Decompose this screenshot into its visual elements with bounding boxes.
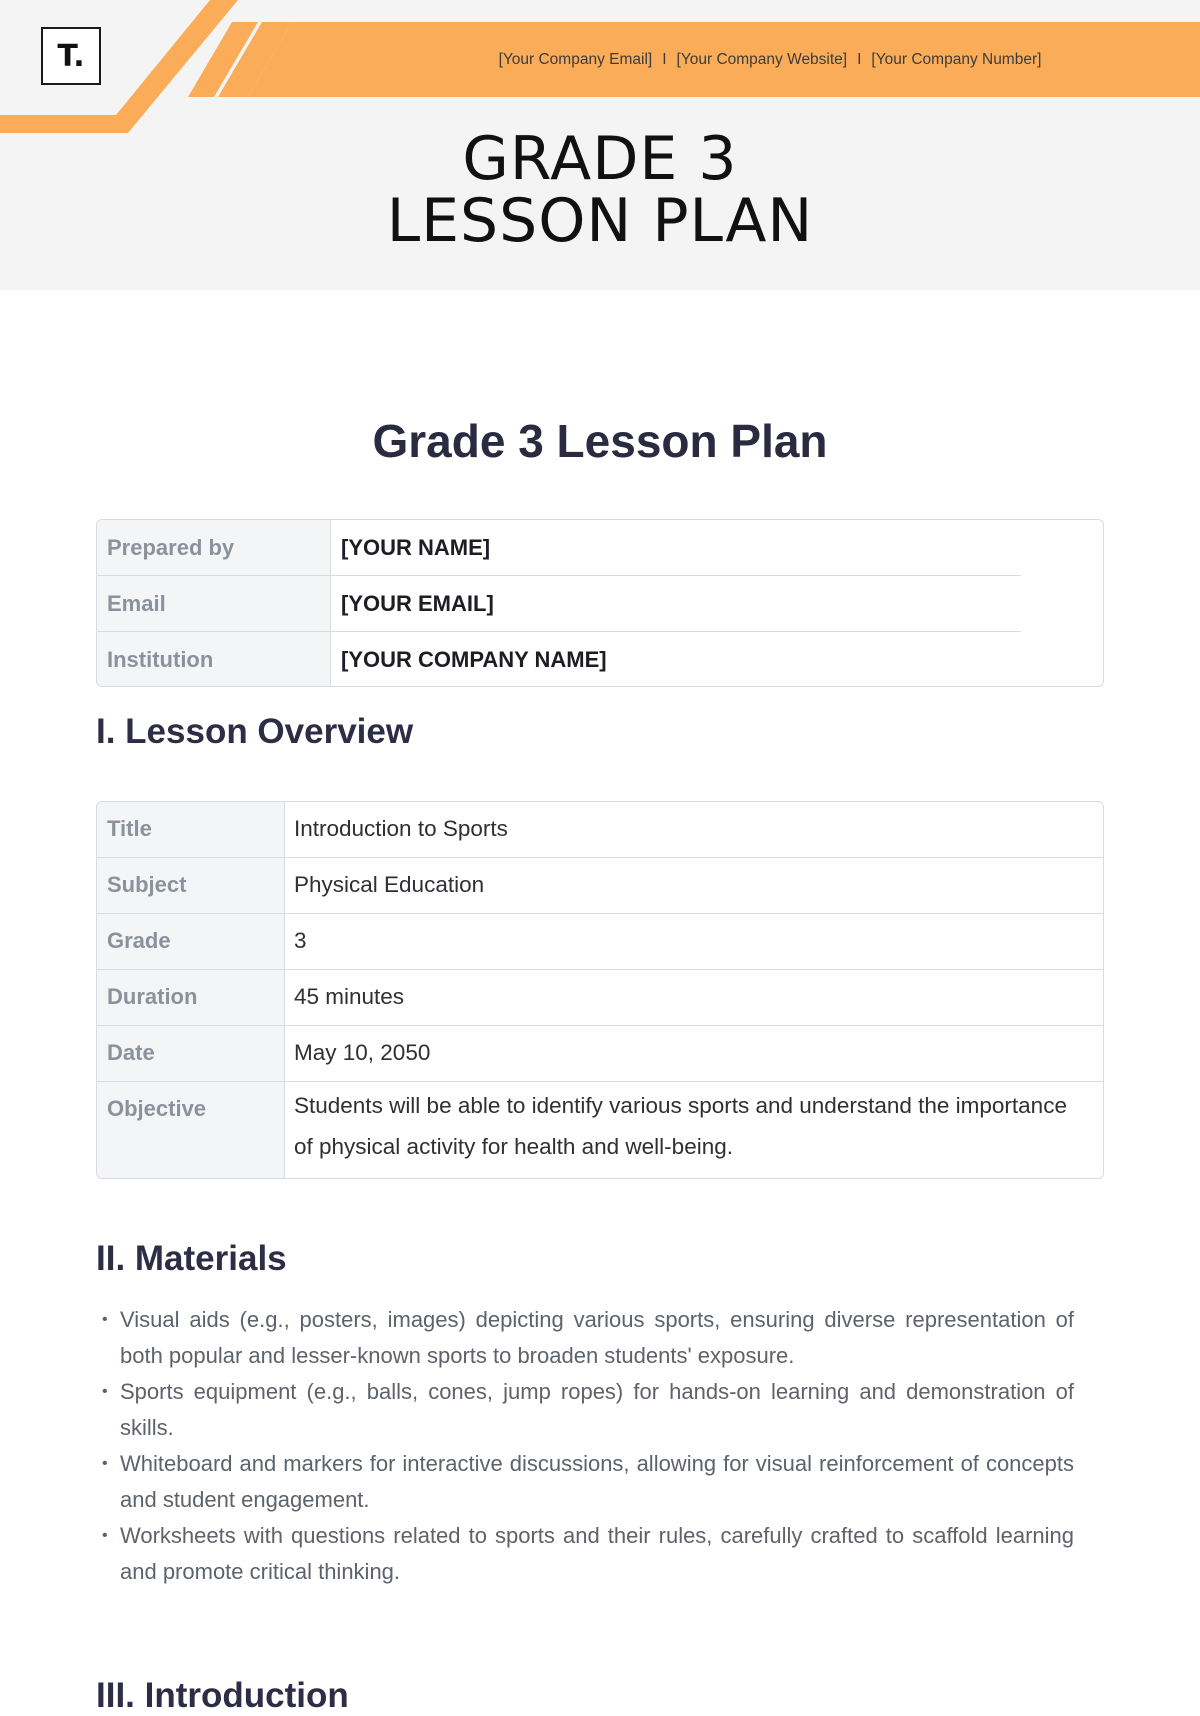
stripe-3 [0, 0, 238, 133]
document-title [0, 124, 1200, 256]
logo-text: T. [57, 38, 85, 74]
contact-separator: I [857, 51, 862, 68]
document-header [0, 0, 1200, 290]
row-label: Date [97, 1026, 285, 1081]
row-value: 3 [294, 928, 307, 953]
company-email: [Your Company Email] [498, 51, 653, 68]
bullet-icon: • [102, 1311, 108, 1328]
table-row [97, 858, 1103, 914]
section-heading-overview: I. Lesson Overview [96, 712, 414, 751]
table-row [97, 520, 1103, 576]
table-row [97, 632, 1103, 687]
list-item-text: Worksheets with questions related to sports and their rules, carefully crafted to scaffold learning and promote critical thinking. [120, 1523, 1074, 1584]
row-label: Objective [97, 1082, 285, 1179]
row-value: [YOUR EMAIL] [331, 576, 1021, 632]
materials-list [100, 1302, 1074, 1590]
contact-separator: I [662, 51, 667, 68]
bullet-icon: • [102, 1455, 108, 1472]
row-label: Duration [97, 970, 285, 1025]
bullet-icon: • [102, 1527, 108, 1544]
row-value: 45 minutes [294, 984, 405, 1009]
list-item-text: Whiteboard and markers for interactive discussions, allowing for visual reinforcement of concepts and student engagement. [120, 1451, 1074, 1512]
list-item [100, 1302, 1074, 1374]
row-value: [YOUR COMPANY NAME] [341, 647, 607, 672]
title-line-1: GRADE 3 [462, 124, 738, 194]
list-item-text: Sports equipment (e.g., balls, cones, jump ropes) for hands-on learning and demonstration of skills. [120, 1379, 1074, 1440]
table-row [97, 802, 1103, 858]
company-website: [Your Company Website] [676, 51, 848, 68]
list-item [100, 1446, 1074, 1518]
row-label: Grade [97, 914, 285, 969]
page-title: Grade 3 Lesson Plan [372, 415, 828, 467]
row-label: Institution [97, 632, 331, 687]
row-value: Introduction to Sports [294, 816, 508, 841]
company-number: [Your Company Number] [871, 51, 1042, 68]
table-row [97, 576, 1103, 632]
list-item [100, 1518, 1074, 1590]
row-label: Email [97, 576, 331, 632]
section-heading-introduction: III. Introduction [96, 1676, 349, 1715]
row-label: Subject [97, 858, 285, 913]
row-value: Physical Education [294, 872, 485, 897]
prepared-by-table [96, 519, 1104, 687]
row-value: May 10, 2050 [294, 1040, 431, 1065]
table-row [97, 1026, 1103, 1082]
list-item-text: Visual aids (e.g., posters, images) depicting various sports, ensuring diverse representation of both popular and lesser-known sports to broaden students' exposure. [120, 1307, 1074, 1368]
table-row [97, 914, 1103, 970]
row-label: Title [97, 802, 285, 857]
table-row [97, 970, 1103, 1026]
row-label: Prepared by [97, 520, 331, 576]
bullet-icon: • [102, 1383, 108, 1400]
section-heading-materials: II. Materials [96, 1239, 287, 1278]
title-line-2: LESSON PLAN [386, 186, 814, 256]
table-row [97, 1082, 1103, 1179]
row-value: Students will be able to identify various sports and understand the importance of physical activity for health and well-being. [294, 1093, 1067, 1159]
contact-bar [300, 22, 1200, 98]
list-item [100, 1374, 1074, 1446]
lesson-overview-table [96, 801, 1104, 1179]
company-logo [41, 27, 101, 85]
row-value: [YOUR NAME] [331, 520, 1021, 576]
